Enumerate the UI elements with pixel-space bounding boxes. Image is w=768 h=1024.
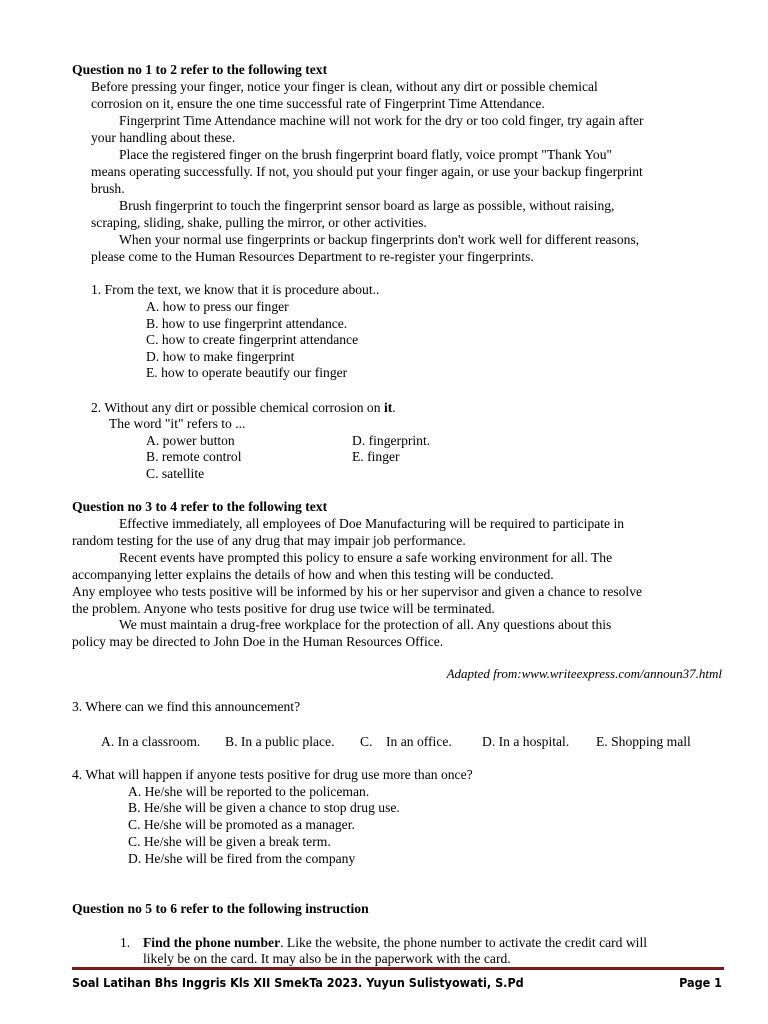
passage2-line: random testing for the use of any drug that may impair job performance. bbox=[72, 533, 466, 548]
q3-option: C. bbox=[360, 734, 373, 749]
footer-rule bbox=[72, 967, 724, 970]
passage1-line: Place the registered finger on the brush fingerprint board flatly, voice prompt "Thank You" bbox=[119, 147, 613, 162]
q1-option: A. how to press our finger bbox=[146, 299, 289, 314]
passage2-line: Recent events have prompted this policy to ensure a safe working environment for all. The bbox=[119, 550, 613, 565]
q3-option: D. In a hospital. bbox=[482, 734, 570, 749]
passage1-line: Before pressing your finger, notice your finger is clean, without any dirt or possible chemical bbox=[91, 79, 598, 94]
q1-option: B. how to use fingerprint attendance. bbox=[146, 316, 348, 331]
section3-item-number: 1. bbox=[120, 935, 131, 950]
q4-option: C. He/she will be given a break term. bbox=[128, 834, 331, 849]
q3-option: A. In a classroom. bbox=[101, 734, 201, 749]
passage2-line: accompanying letter explains the details of how and when this testing will be conducted. bbox=[72, 567, 554, 582]
section3-item-line2: likely be on the card. It may also be in the paperwork with the card. bbox=[143, 951, 511, 966]
q2-option: C. satellite bbox=[146, 466, 205, 481]
passage2-line: the problem. Anyone who tests positive for drug use twice will be terminated. bbox=[72, 601, 495, 616]
q2-option: A. power button bbox=[146, 433, 235, 448]
passage1-line: Brush fingerprint to touch the fingerprint sensor board as large as possible, without raising, bbox=[119, 198, 615, 213]
q2-option: D. fingerprint. bbox=[352, 433, 431, 448]
q3-option: B. In a public place. bbox=[225, 734, 335, 749]
q4-option: B. He/she will be given a chance to stop drug use. bbox=[128, 800, 400, 815]
section3-item-bold: Find the phone number bbox=[143, 935, 281, 950]
passage2-line: We must maintain a drug-free workplace for the protection of all. Any questions about this bbox=[119, 617, 612, 632]
q2-stem bbox=[91, 399, 396, 416]
section3-item bbox=[143, 934, 647, 951]
passage1-line: scraping, sliding, shake, pulling the mirror, or other activities. bbox=[91, 215, 427, 230]
q1-option: E. how to operate beautify our finger bbox=[146, 365, 348, 380]
q3-stem: 3. Where can we find this announcement? bbox=[72, 699, 301, 714]
q4-option: D. He/she will be fired from the company bbox=[128, 851, 356, 866]
q4-option: C. He/she will be promoted as a manager. bbox=[128, 817, 355, 832]
passage2-line: policy may be directed to John Doe in the Human Resources Office. bbox=[72, 634, 444, 649]
passage1-line: Fingerprint Time Attendance machine will not work for the dry or too cold finger, try again after bbox=[119, 113, 644, 128]
passage1-line: When your normal use fingerprints or backup fingerprints don't work well for different reasons, bbox=[119, 232, 640, 247]
passage1-line: please come to the Human Resources Department to re-register your fingerprints. bbox=[91, 249, 534, 264]
q2-option: E. finger bbox=[352, 449, 400, 464]
q4-stem: 4. What will happen if anyone tests positive for drug use more than once? bbox=[72, 767, 473, 782]
source-citation: Adapted from:www.writeexpress.com/announ37.html bbox=[446, 666, 722, 681]
section2-heading: Question no 3 to 4 refer to the following text bbox=[72, 499, 328, 514]
section3-item-rest: . Like the website, the phone number to activate the credit card will bbox=[280, 935, 648, 950]
q2-stem-pre: 2. Without any dirt or possible chemical corrosion on bbox=[91, 400, 384, 415]
q1-option: D. how to make fingerprint bbox=[146, 349, 295, 364]
q3-option: E. Shopping mall bbox=[596, 734, 691, 749]
passage1-line: corrosion on it, ensure the one time successful rate of Fingerprint Time Attendance. bbox=[91, 96, 545, 111]
q2-stem-bold: it bbox=[383, 400, 393, 415]
q2-stem-post: . bbox=[392, 400, 396, 415]
section3-heading: Question no 5 to 6 refer to the following instruction bbox=[72, 901, 369, 916]
passage2-line: Any employee who tests positive will be informed by his or her supervisor and given a chance to resolve bbox=[72, 584, 643, 599]
q1-stem: 1. From the text, we know that it is procedure about.. bbox=[91, 282, 380, 297]
q2-option: B. remote control bbox=[146, 449, 242, 464]
passage1-line: brush. bbox=[91, 181, 125, 196]
q3-option: In an office. bbox=[386, 734, 452, 749]
footer-left: Soal Latihan Bhs Inggris Kls XII SmekTa 2023. Yuyun Sulistyowati, S.Pd bbox=[72, 975, 524, 990]
passage2-line: Effective immediately, all employees of Doe Manufacturing will be required to participate in bbox=[119, 516, 625, 531]
q4-option: A. He/she will be reported to the policeman. bbox=[128, 784, 370, 799]
q1-option: C. how to create fingerprint attendance bbox=[146, 332, 359, 347]
page-number: Page 1 bbox=[679, 975, 722, 990]
section1-heading: Question no 1 to 2 refer to the following text bbox=[72, 62, 328, 77]
passage1-line: means operating successfully. If not, you should put your finger again, or use your backup fingerprint bbox=[91, 164, 643, 179]
q2-stem-line2: The word "it" refers to ... bbox=[109, 416, 246, 431]
passage1-line: your handling about these. bbox=[91, 130, 236, 145]
